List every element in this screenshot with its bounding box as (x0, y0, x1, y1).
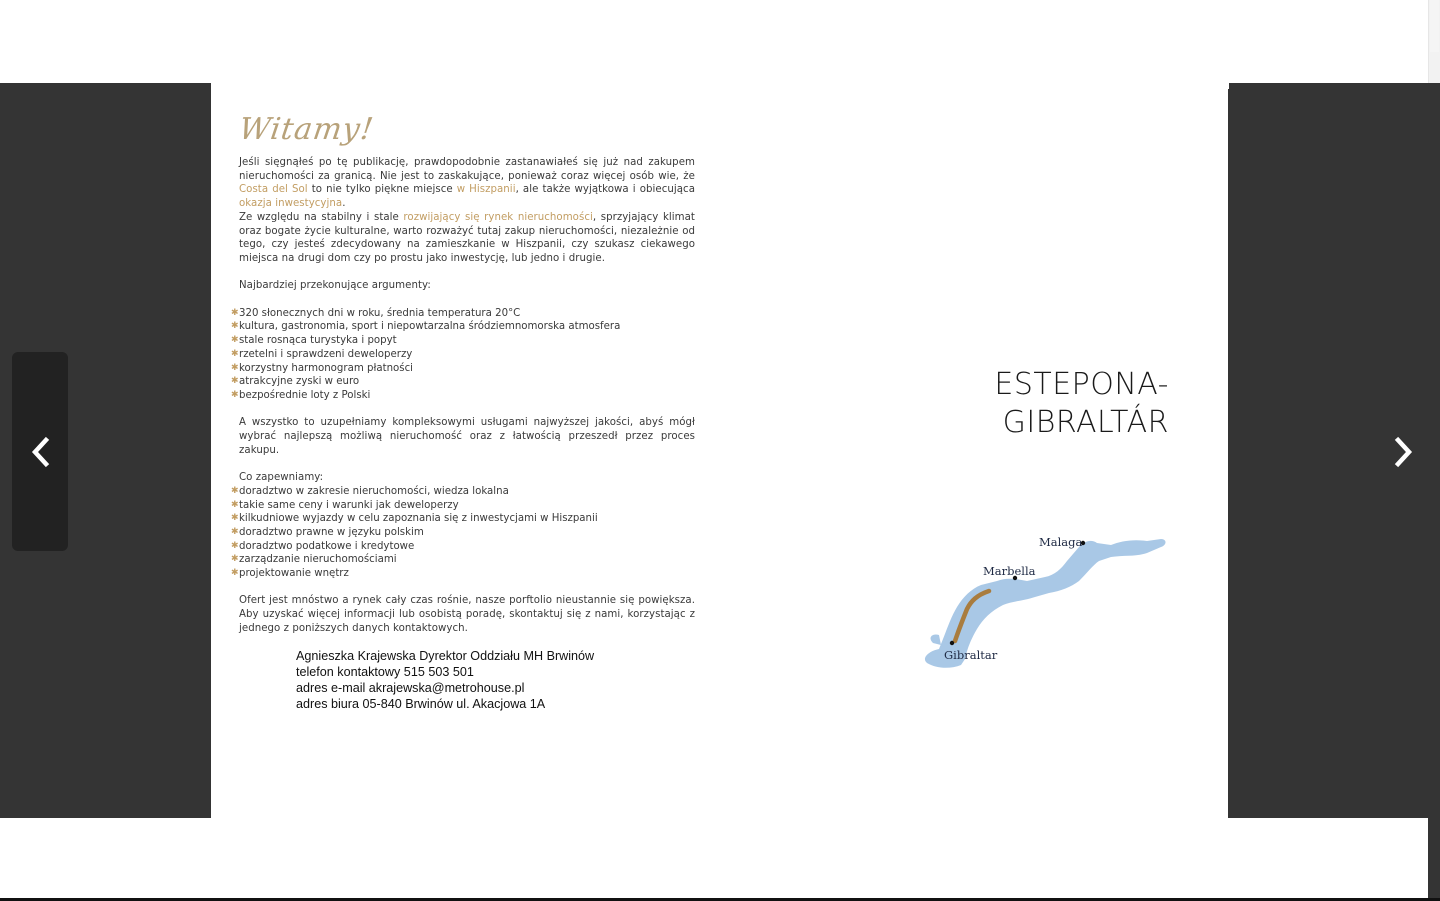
map-label-marbella: Marbella (983, 564, 1036, 578)
chevron-right-icon (1393, 436, 1415, 468)
text-run: Jeśli sięgnąłeś po tę publikację, prawdopodobnie zastanawiałeś się już nad zakupem nieruchomości za granicą. Nie jest to zaskakujące, ponieważ coraz więcej osób wie, że (239, 157, 695, 182)
top-blank-area (0, 0, 1428, 83)
bullet-icon: ✱ (231, 513, 239, 524)
gibraltar-dot (950, 641, 954, 645)
services-list (231, 485, 695, 581)
highlight-costa-del-sol: Costa del Sol (239, 184, 308, 196)
bullet-icon: ✱ (231, 568, 239, 579)
list-item-text: takie same ceny i warunki jak deweloperzy (239, 499, 459, 511)
map-label-malaga: Malaga (1039, 535, 1083, 549)
bullet-icon: ✱ (231, 499, 239, 510)
map-label-gibraltar: Gibraltar (944, 648, 998, 662)
list-item-text: stale rosnąca turystyka i popyt (239, 335, 397, 347)
text-run: , ale także wyjątkowa i obiecująca (515, 184, 695, 196)
contact-address: adres biura 05-840 Brwinów ul. Akacjowa 1A (296, 697, 546, 711)
bullet-icon: ✱ (231, 335, 239, 346)
text-run: . (342, 198, 346, 210)
list-item (231, 389, 695, 403)
region-title-line-1: ESTEPONA- (994, 367, 1169, 402)
bullet-icon: ✱ (231, 348, 239, 359)
list-item (231, 334, 695, 348)
list-item-text: kilkudniowe wyjazdy w celu zapoznania się z inwestycjami w Hiszpanii (239, 513, 598, 525)
bullet-icon: ✱ (231, 389, 239, 400)
list-item (231, 485, 695, 499)
list-item-text: doradztwo podatkowe i kredytowe (239, 540, 415, 552)
list-item (231, 307, 695, 321)
text-run: , sprzyjający klimat oraz bogate życie kulturalne, warto rozważyć tutaj zakup nieruchomości, niezależnie od tego, czy jesteś zdecydowany na zamieszkanie w Hiszpanii, czy szukasz ciekawego miejsca na drugi dom czy po prostu jako inwestycję, lub jedno i drugie. (239, 211, 695, 264)
services-intro: A wszystko to uzupełniamy kompleksowymi usługami najwyższej jakości, abyś mógł wybrać najlepszą możliwą nieruchomość oraz z łatwością przeszedł przez proces zakupu. (239, 417, 695, 456)
spacer (239, 266, 695, 280)
chevron-left-icon (29, 436, 51, 468)
bullet-icon: ✱ (231, 540, 239, 551)
region-title (940, 366, 1169, 442)
spacer (239, 457, 695, 471)
highlight-hiszpania: w Hiszpanii (456, 184, 516, 196)
coast-map (915, 525, 1180, 685)
closing-paragraph: Ofert jest mnóstwo a rynek cały czas rośnie, nasze porftolio nieustannie się powiększa. Aby uzyskać więcej informacji lub osobistą poradę, skontaktuj się z nami, korzystając z jednego z poniższych danych kontaktowych. (239, 595, 695, 634)
bullet-icon: ✱ (231, 362, 239, 373)
bullet-icon: ✱ (231, 376, 239, 387)
list-item-text: rzetelni i sprawdzeni deweloperzy (239, 348, 413, 360)
bay-shape (931, 634, 941, 645)
intro-paragraph-2 (239, 211, 695, 266)
intro-paragraph-1 (239, 156, 695, 211)
list-item (231, 499, 695, 513)
contact-email: adres e-mail akrajewska@metrohouse.pl (296, 681, 525, 695)
list-item (231, 567, 695, 581)
list-item (231, 348, 695, 362)
highlight-okazja: okazja inwestycyjna (239, 198, 343, 210)
region-title-line-2: GIBRALTÁR (1002, 405, 1169, 440)
bullet-icon: ✱ (231, 485, 239, 496)
previous-page-button[interactable] (12, 352, 68, 551)
list-item (231, 320, 695, 334)
page-scrollbar-thumb[interactable] (1430, 0, 1439, 52)
contact-phone: telefon kontaktowy 515 503 501 (296, 665, 474, 679)
list-item-text: 320 słonecznych dni w roku, średnia temperatura 20°C (239, 307, 521, 319)
greeting-heading: Witamy! (236, 112, 377, 147)
list-item-text: doradztwo prawne w języku polskim (239, 526, 424, 538)
next-page-button[interactable] (1376, 352, 1432, 551)
highlight-rynek: rozwijający się rynek nieruchomości (403, 211, 593, 223)
arguments-heading: Najbardziej przekonujące argumenty: (239, 280, 431, 292)
spacer (239, 293, 695, 307)
bullet-icon: ✱ (231, 526, 239, 537)
list-item (231, 512, 695, 526)
list-item-text: korzystny harmonogram płatności (239, 362, 414, 374)
list-item (231, 526, 695, 540)
list-item (231, 553, 695, 567)
arguments-list (231, 307, 695, 403)
contact-name: Agnieszka Krajewska Dyrektor Oddziału MH Brwinów (296, 649, 595, 663)
list-item-text: doradztwo w zakresie nieruchomości, wiedza lokalna (239, 485, 509, 497)
spacer (239, 581, 695, 595)
list-item-text: zarządzanie nieruchomościami (239, 554, 397, 566)
services-heading: Co zapewniamy: (239, 472, 324, 484)
left-page-content (231, 108, 695, 636)
bullet-icon: ✱ (231, 307, 239, 318)
list-item-text: projektowanie wnętrz (239, 568, 349, 580)
bottom-blank-area (0, 818, 1428, 898)
list-item (231, 540, 695, 554)
list-item (231, 375, 695, 389)
text-run: Ze względu na stabilny i stale (239, 211, 404, 223)
contact-block (296, 648, 594, 712)
spacer (239, 403, 695, 417)
list-item-text: atrakcyjne zyski w euro (239, 376, 360, 388)
list-item-text: bezpośrednie loty z Polski (239, 389, 371, 401)
list-item-text: kultura, gastronomia, sport i niepowtarzalna śródziemnomorska atmosfera (239, 321, 621, 333)
text-run: to nie tylko piękne miejsce (307, 184, 457, 196)
bullet-icon: ✱ (231, 321, 239, 332)
bullet-icon: ✱ (231, 554, 239, 565)
list-item (231, 362, 695, 376)
